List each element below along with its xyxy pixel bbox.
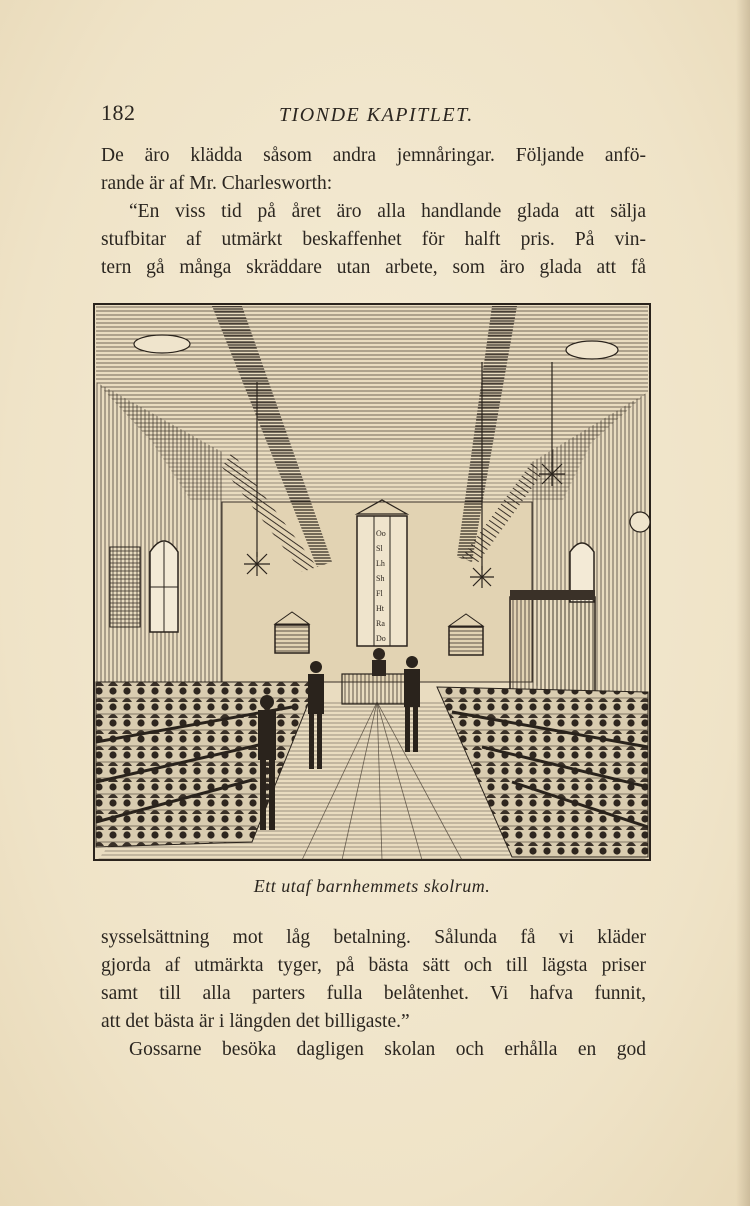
running-head: [101, 100, 661, 134]
blackboard-word: Sh: [376, 574, 385, 583]
blackboard-word: Sl: [376, 544, 383, 553]
blackboard-word: Ht: [376, 604, 384, 613]
blackboard-word: Lh: [376, 559, 385, 568]
text-line: att det bästa är i längden det billigaste.”: [101, 1011, 410, 1032]
chapter-title: TIONDE KAPITLET.: [279, 104, 474, 126]
figure-caption: Ett utaf barnhemmets skolrum.: [253, 876, 491, 896]
bottom-paragraph: [101, 924, 646, 1064]
text-line: tern gå många skräddare utan arbete, som äro glada att få: [101, 257, 646, 278]
left-window: [150, 541, 178, 632]
teacher-figure: [373, 648, 385, 660]
ceiling-vent: [566, 341, 618, 359]
blackboard-word: Do: [376, 634, 386, 643]
text-line: sysselsättning mot låg betalning. Sålunda få vi kläder: [101, 927, 646, 948]
wall-chart: [110, 547, 140, 627]
text-line: Gossarne besöka dagligen skolan och erhålla en god: [129, 1039, 646, 1060]
ceiling-vent: [134, 335, 190, 353]
blackboard-word: Fl: [376, 589, 383, 598]
top-paragraph: [101, 142, 646, 282]
text-line: De äro klädda såsom andra jemnåringar. Följande anfö-: [101, 145, 646, 166]
schoolroom-engraving: [92, 302, 652, 862]
teacher-desk: [342, 674, 412, 704]
ceiling: [96, 306, 648, 442]
text-line: stufbitar af utmärkt beskaffenhet för halft pris. På vin-: [101, 229, 646, 250]
page-edge-shadow: [736, 0, 750, 1206]
page-number: 182: [101, 100, 136, 125]
blackboard-word: Oo: [376, 529, 386, 538]
text-line: gjorda af utmärkta tyger, på bästa sätt och till lägsta priser: [101, 955, 646, 976]
wall-clock: [630, 512, 650, 532]
engraving-illustration: [92, 302, 652, 862]
blackboard-word: Ra: [376, 619, 385, 628]
text-line: samt till alla parters fulla belåtenhet. Vi hafva funnit,: [101, 983, 646, 1004]
blackboard: [357, 500, 407, 646]
text-line: rande är af Mr. Charlesworth:: [101, 173, 333, 194]
text-line: “En viss tid på året äro alla handlande glada att sälja: [129, 201, 646, 222]
